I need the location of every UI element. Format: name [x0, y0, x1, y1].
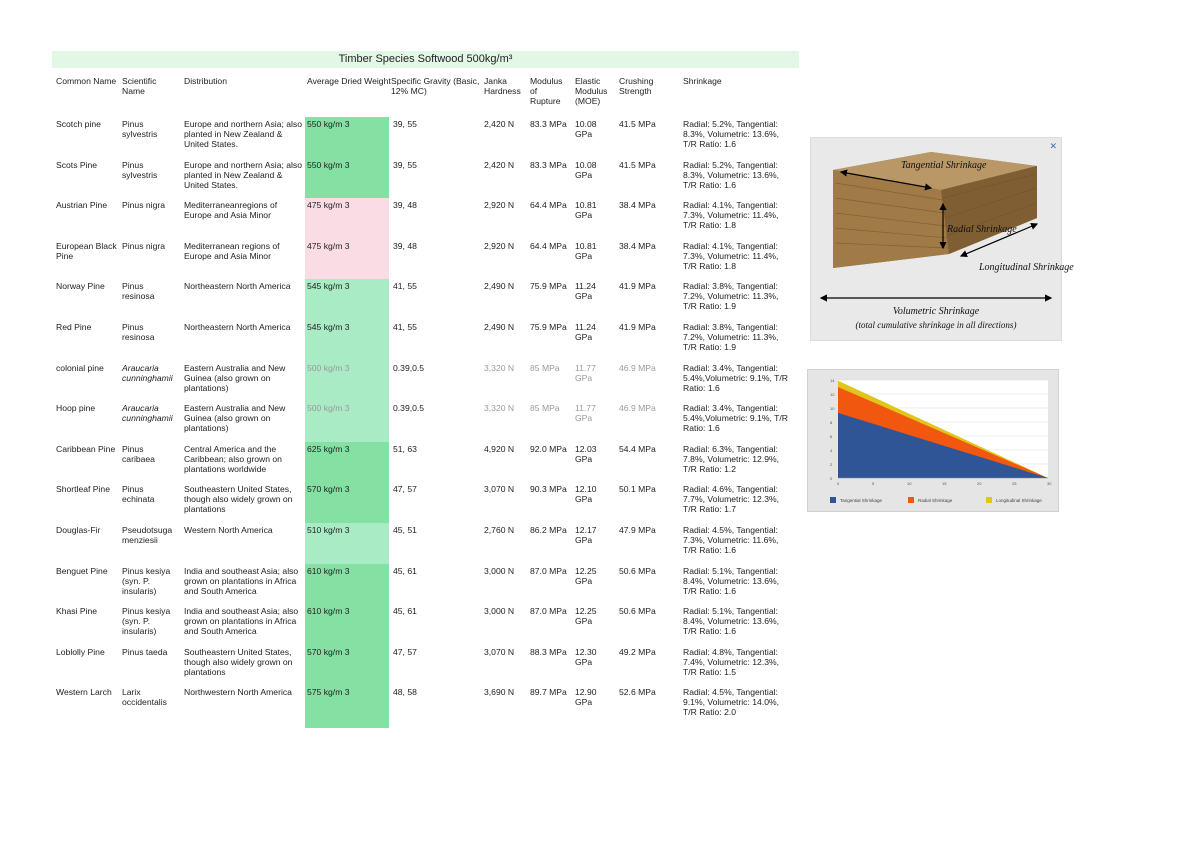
common-name: Loblolly Pine [56, 646, 105, 657]
table-row [0, 606, 800, 646]
specific-gravity: 39, 48 [393, 200, 417, 211]
specific-gravity: 39, 55 [393, 119, 417, 129]
janka-hardness: 2,920 N [484, 240, 515, 251]
modulus-of-rupture: 75.9 MPa [530, 281, 567, 292]
modulus-of-rupture: 83.3 MPa [530, 159, 567, 170]
crushing-strength: 49.2 MPa [619, 646, 656, 657]
common-name: Shortleaf Pine [56, 484, 110, 495]
crushing-strength: 46.9 MPa [619, 362, 656, 373]
common-name: Scots Pine [56, 159, 98, 170]
header-common-name: Common Name [56, 76, 117, 86]
scientific-name: Pinus resinosa [122, 281, 155, 302]
weight-cell [305, 239, 389, 282]
modulus-of-rupture: 85 MPa [530, 362, 560, 373]
modulus-of-rupture: 86.2 MPa [530, 525, 567, 535]
janka-hardness: 2,420 N [484, 119, 515, 129]
common-name: Benguet Pine [56, 565, 108, 576]
shrinkage: Radial: 4.5%, Tangential: 7.3%, Volumetric: 11.6%, T/R Ratio: 1.6 [683, 525, 779, 555]
shrinkage: Radial: 4.1%, Tangential: 7.3%, Volumetric: 11.4%, T/R Ratio: 1.8 [683, 200, 779, 231]
weight-cell [305, 117, 389, 160]
weight-cell [305, 361, 389, 404]
scientific-name: Larix occidentalis [122, 687, 167, 708]
table-row [0, 119, 800, 159]
weight-cell [305, 564, 389, 607]
scientific-name: Pinus caribaea [122, 443, 155, 464]
legend-label: Tangential Shrinkage [840, 498, 883, 503]
modulus-of-rupture: 92.0 MPa [530, 443, 567, 454]
modulus-of-rupture: 64.4 MPa [530, 200, 567, 211]
distribution: Central America and the Caribbean; also grown on plantations worldwide [184, 443, 282, 474]
janka-hardness: 4,920 N [484, 443, 515, 454]
scientific-name: Pinus kesiya (syn. P. insularis) [122, 606, 171, 637]
modulus-of-rupture: 87.0 MPa [530, 565, 567, 576]
common-name: colonial pine [56, 362, 104, 373]
scientific-name: Pinus resinosa [122, 322, 155, 342]
shrinkage: Radial: 4.1%, Tangential: 7.3%, Volumetric: 11.4%, T/R Ratio: 1.8 [683, 240, 779, 271]
janka-hardness: 3,070 N [484, 646, 515, 657]
janka-hardness: 2,920 N [484, 200, 515, 211]
table-row [0, 403, 800, 443]
y-tick-label: 6 [830, 434, 833, 439]
modulus-of-rupture: 75.9 MPa [530, 322, 567, 332]
elastic-modulus: 11.24 GPa [575, 322, 596, 342]
elastic-modulus: 10.81 GPa [575, 200, 597, 221]
crushing-strength: 41.5 MPa [619, 119, 656, 129]
shrinkage: Radial: 6.3%, Tangential: 7.8%, Volumetric: 12.9%, T/R Ratio: 1.2 [683, 443, 780, 474]
janka-hardness: 2,490 N [484, 281, 515, 292]
x-tick-label: 5 [872, 481, 875, 486]
crushing-strength: 54.4 MPa [619, 443, 656, 454]
weight-cell [305, 442, 389, 485]
header-janka: Janka Hardness [484, 76, 521, 96]
scientific-name: Pinus nigra [122, 240, 165, 251]
weight-value: 610 kg/m 3 [307, 606, 350, 617]
distribution: Mediterraneanregions of Europe and Asia Minor [184, 200, 278, 221]
distribution: Northwestern North America [184, 687, 292, 698]
scientific-name: Pinus sylvestris [122, 119, 158, 139]
y-tick-label: 12 [830, 392, 835, 397]
shrinkage: Radial: 5.2%, Tangential: 8.3%, Volumetric: 13.6%, T/R Ratio: 1.6 [683, 119, 780, 149]
crushing-strength: 38.4 MPa [619, 200, 656, 211]
shrinkage: Radial: 5.1%, Tangential: 8.4%, Volumetric: 13.6%, T/R Ratio: 1.6 [683, 606, 780, 637]
crushing-strength: 38.4 MPa [619, 240, 656, 251]
janka-hardness: 3,690 N [484, 687, 515, 698]
distribution: Southeastern United States, though also widely grown on plantations [184, 484, 293, 515]
weight-cell [305, 320, 389, 363]
weight-value: 500 kg/m 3 [307, 362, 350, 373]
table-row [0, 647, 800, 687]
scientific-name: Pseudotsuga menziesii [122, 525, 173, 545]
distribution: Western North America [184, 525, 273, 535]
shrinkage: Radial: 4.5%, Tangential: 9.1%, Volumetric: 14.0%, T/R Ratio: 2.0 [683, 687, 780, 718]
specific-gravity: 47, 57 [393, 646, 417, 657]
header-elastic-modulus: Elastic Modulus (MOE) [575, 76, 608, 106]
weight-value: 510 kg/m 3 [307, 525, 350, 535]
scientific-name: Pinus kesiya (syn. P. insularis) [122, 565, 171, 596]
janka-hardness: 2,490 N [484, 322, 515, 332]
shrinkage-diagram [810, 137, 1074, 341]
distribution: India and southeast Asia; also grown on plantations in Africa and South America [184, 565, 299, 596]
table-title: Timber Species Softwood 500kg/m³ [52, 51, 799, 68]
elastic-modulus: 12.10 GPa [575, 484, 597, 505]
distribution: Northeastern North America [184, 281, 291, 292]
specific-gravity: 41, 55 [393, 322, 417, 332]
crushing-strength: 50.6 MPa [619, 606, 656, 617]
table-row [0, 444, 800, 484]
janka-hardness: 3,320 N [484, 362, 515, 373]
legend-label: Radial Shrinkage [918, 498, 953, 503]
x-tick-label: 10 [907, 481, 912, 486]
specific-gravity: 39, 48 [393, 240, 417, 251]
table-row [0, 687, 800, 727]
elastic-modulus: 12.17 GPa [575, 525, 597, 545]
table-row [0, 281, 800, 321]
modulus-of-rupture: 89.7 MPa [530, 687, 567, 698]
volumetric-note: (total cumulative shrinkage in all directions) [855, 320, 1017, 330]
specific-gravity: 41, 55 [393, 281, 417, 292]
table-row [0, 525, 800, 565]
elastic-modulus: 12.25 GPa [575, 606, 597, 627]
janka-hardness: 3,070 N [484, 484, 515, 495]
weight-value: 545 kg/m 3 [307, 281, 350, 292]
modulus-of-rupture: 64.4 MPa [530, 240, 567, 251]
specific-gravity: 39, 55 [393, 159, 417, 170]
elastic-modulus: 11.77 GPa [575, 362, 596, 383]
x-tick-label: 30 [1047, 481, 1052, 486]
specific-gravity: 45, 51 [393, 525, 417, 535]
scientific-name: Pinus nigra [122, 200, 165, 211]
elastic-modulus: 11.77 GPa [575, 403, 596, 424]
weight-cell [305, 604, 389, 647]
common-name: Scotch pine [56, 119, 101, 129]
weight-value: 550 kg/m 3 [307, 119, 350, 129]
specific-gravity: 45, 61 [393, 606, 417, 617]
janka-hardness: 3,320 N [484, 403, 515, 414]
weight-value: 545 kg/m 3 [307, 322, 350, 332]
elastic-modulus: 12.25 GPa [575, 565, 597, 586]
elastic-modulus: 12.03 GPa [575, 443, 597, 464]
common-name: Red Pine [56, 322, 92, 332]
legend-swatch [986, 497, 992, 503]
longitudinal-label: Longitudinal Shrinkage [979, 262, 1074, 273]
table-row [0, 363, 800, 403]
table-row [0, 566, 800, 606]
weight-value: 575 kg/m 3 [307, 687, 350, 698]
y-tick-label: 4 [830, 448, 833, 453]
weight-cell [305, 482, 389, 525]
shrinkage: Radial: 5.2%, Tangential: 8.3%, Volumetric: 13.6%, T/R Ratio: 1.6 [683, 159, 780, 190]
header-crushing-strength: Crushing Strength [619, 76, 654, 96]
janka-hardness: 3,000 N [484, 565, 515, 576]
common-name: Austrian Pine [56, 200, 108, 211]
shrinkage: Radial: 5.1%, Tangential: 8.4%, Volumetric: 13.6%, T/R Ratio: 1.6 [683, 565, 780, 596]
legend-swatch [908, 497, 914, 503]
volumetric-label: Volumetric Shrinkage [892, 306, 980, 317]
header-weight: Average Dried Weight [307, 76, 391, 86]
specific-gravity: 45, 61 [393, 565, 417, 576]
weight-value: 570 kg/m 3 [307, 646, 350, 657]
specific-gravity: 47, 57 [393, 484, 417, 495]
header-modulus-of-rupture: Modulus of Rupture [530, 76, 563, 106]
crushing-strength: 41.9 MPa [619, 322, 656, 332]
scientific-name: Pinus taeda [122, 646, 168, 657]
weight-value: 475 kg/m 3 [307, 240, 350, 251]
distribution: Europe and northern Asia; also planted in New Zealand & United States. [184, 119, 303, 149]
elastic-modulus: 10.81 GPa [575, 240, 597, 261]
specific-gravity: 48, 58 [393, 687, 417, 698]
weight-value: 475 kg/m 3 [307, 200, 350, 211]
weight-cell [305, 401, 389, 444]
common-name: European Black Pine [56, 240, 117, 261]
shrinkage-area-chart [808, 370, 1058, 511]
shrinkage: Radial: 3.4%, Tangential: 5.4%,Volumetric: 9.1%, T/R Ratio: 1.6 [683, 403, 788, 434]
close-icon[interactable]: ✕ [1049, 141, 1057, 151]
distribution: Europe and northern Asia; also planted in New Zealand & United States. [184, 159, 303, 190]
weight-cell [305, 158, 389, 201]
common-name: Norway Pine [56, 281, 105, 292]
crushing-strength: 46.9 MPa [619, 403, 656, 414]
table-row [0, 200, 800, 240]
y-tick-label: 2 [830, 462, 833, 467]
common-name: Hoop pine [56, 403, 96, 414]
crushing-strength: 41.9 MPa [619, 281, 656, 292]
crushing-strength: 41.5 MPa [619, 159, 656, 170]
shrinkage-chart [807, 369, 1059, 512]
weight-cell [305, 685, 389, 728]
distribution: Southeastern United States, though also widely grown on plantations [184, 646, 293, 677]
wood-block-illustration [811, 138, 1074, 340]
header-scientific-name: Scientific Name [122, 76, 157, 96]
specific-gravity: 51, 63 [393, 443, 417, 454]
modulus-of-rupture: 85 MPa [530, 403, 560, 414]
weight-value: 500 kg/m 3 [307, 403, 350, 414]
scientific-name: Araucaria cunninghamii [122, 362, 173, 383]
elastic-modulus: 11.24 GPa [575, 281, 596, 302]
weight-value: 610 kg/m 3 [307, 565, 350, 576]
shrinkage: Radial: 3.4%, Tangential: 5.4%,Volumetric: 9.1%, T/R Ratio: 1.6 [683, 362, 788, 393]
shrinkage: Radial: 4.8%, Tangential: 7.4%, Volumetric: 12.3%, T/R Ratio: 1.5 [683, 646, 780, 677]
weight-cell [305, 645, 389, 688]
distribution: Eastern Australia and New Guinea (also grown on plantations) [184, 362, 286, 393]
radial-label: Radial Shrinkage [947, 224, 1017, 235]
crushing-strength: 50.1 MPa [619, 484, 656, 495]
elastic-modulus: 10.08 GPa [575, 119, 597, 139]
x-tick-label: 0 [837, 481, 840, 486]
distribution: Eastern Australia and New Guinea (also grown on plantations) [184, 403, 286, 434]
table-row [0, 160, 800, 200]
crushing-strength: 52.6 MPa [619, 687, 656, 698]
distribution: Northeastern North America [184, 322, 291, 332]
shrinkage: Radial: 4.6%, Tangential: 7.7%, Volumetric: 12.3%, T/R Ratio: 1.7 [683, 484, 780, 515]
modulus-of-rupture: 87.0 MPa [530, 606, 567, 617]
weight-cell [305, 523, 389, 566]
janka-hardness: 2,760 N [484, 525, 515, 535]
weight-cell [305, 279, 389, 322]
shrinkage: Radial: 3.8%, Tangential: 7.2%, Volumetric: 11.3%, T/R Ratio: 1.9 [683, 281, 779, 312]
crushing-strength: 50.6 MPa [619, 565, 656, 576]
scientific-name: Araucaria cunninghamii [122, 403, 173, 424]
common-name: Western Larch [56, 687, 112, 698]
table-row [0, 241, 800, 281]
table-row [0, 484, 800, 524]
weight-value: 570 kg/m 3 [307, 484, 350, 495]
crushing-strength: 47.9 MPa [619, 525, 656, 535]
shrinkage: Radial: 3.8%, Tangential: 7.2%, Volumetric: 11.3%, T/R Ratio: 1.9 [683, 322, 779, 352]
janka-hardness: 2,420 N [484, 159, 515, 170]
modulus-of-rupture: 83.3 MPa [530, 119, 567, 129]
y-tick-label: 0 [830, 476, 833, 481]
common-name: Khasi Pine [56, 606, 98, 617]
elastic-modulus: 12.30 GPa [575, 646, 597, 667]
specific-gravity: 0.39,0.5 [393, 403, 425, 414]
y-tick-label: 10 [830, 406, 835, 411]
janka-hardness: 3,000 N [484, 606, 515, 617]
elastic-modulus: 10.08 GPa [575, 159, 597, 180]
header-specific-gravity: Specific Gravity (Basic, 12% MC) [391, 76, 480, 96]
distribution: Mediterranean regions of Europe and Asia Minor [184, 240, 280, 261]
x-tick-label: 20 [977, 481, 982, 486]
specific-gravity: 0.39,0.5 [393, 362, 425, 373]
common-name: Caribbean Pine [56, 443, 116, 454]
modulus-of-rupture: 88.3 MPa [530, 646, 567, 657]
header-distribution: Distribution [184, 76, 227, 86]
legend-label: Longitudinal Shrinkage [996, 498, 1042, 503]
weight-cell [305, 198, 389, 241]
y-tick-label: 8 [830, 420, 833, 425]
weight-value: 625 kg/m 3 [307, 443, 350, 454]
scientific-name: Pinus sylvestris [122, 159, 158, 180]
x-tick-label: 25 [1012, 481, 1017, 486]
header-shrinkage: Shrinkage [683, 76, 722, 86]
modulus-of-rupture: 90.3 MPa [530, 484, 567, 495]
y-tick-label: 14 [830, 378, 835, 383]
legend-swatch [830, 497, 836, 503]
table-row [0, 322, 800, 362]
distribution: India and southeast Asia; also grown on plantations in Africa and South America [184, 606, 299, 637]
x-tick-label: 15 [942, 481, 947, 486]
tangential-label: Tangential Shrinkage [901, 160, 987, 171]
common-name: Douglas-Fir [56, 525, 101, 535]
scientific-name: Pinus echinata [122, 484, 155, 505]
weight-value: 550 kg/m 3 [307, 159, 350, 170]
elastic-modulus: 12.90 GPa [575, 687, 597, 708]
